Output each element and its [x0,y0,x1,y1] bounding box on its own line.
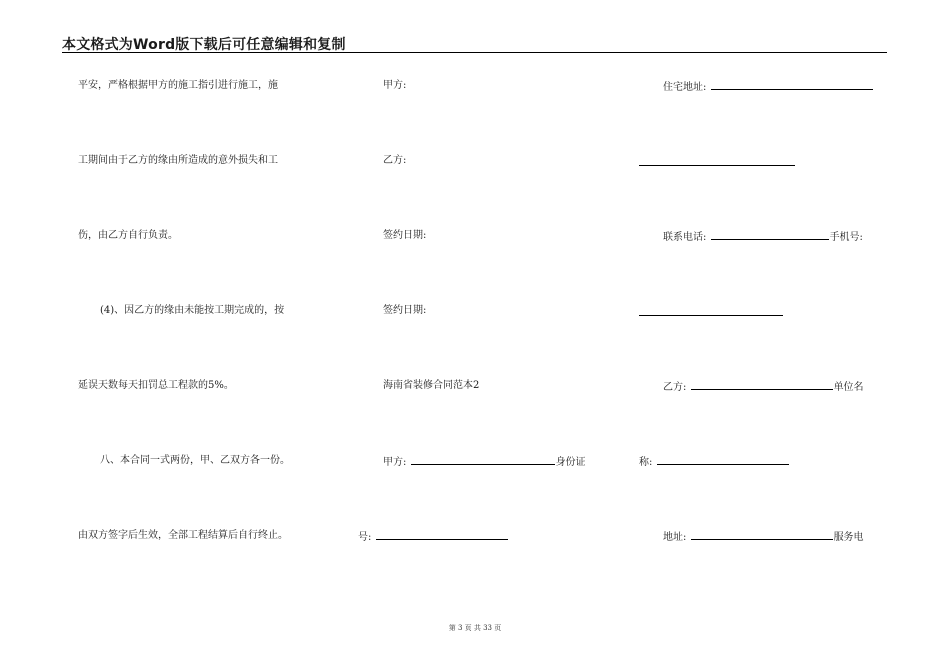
address-blank [691,530,833,540]
body-text-line: 由双方签字后生效，全部工程结算后自行终止。 [78,530,288,541]
service-phone-label: 服务电 [833,532,864,543]
body-text-line: 伤，由乙方自行负责。 [78,230,178,241]
id-number-label: 号: [358,532,372,543]
party-a-name-blank [411,455,555,465]
id-number-blank [376,530,508,540]
blank-line [639,315,783,316]
unit-name-suffix-label: 称: [639,457,653,468]
page-footer: 第 3 页 共 33 页 [448,624,502,632]
document-header-title: 本文格式为Word版下载后可任意编辑和复制 [62,37,346,53]
party-a-label: 甲方: [383,80,407,91]
body-text-line: 平安，严格根据甲方的施工指引进行施工，施 [78,80,278,91]
contact-phone-blank [711,230,829,240]
home-address-label: 住宅地址: [663,82,707,93]
header-divider [62,52,887,53]
address-label: 地址: [663,532,687,543]
party-b-unit-line [663,380,864,394]
unit-name-label: 单位名 [833,382,864,393]
address-line [663,530,864,544]
contact-phone-line [663,230,863,244]
home-address-blank [711,80,873,90]
body-text-line: (4)、因乙方的缘由未能按工期完成的，按 [100,305,285,316]
id-card-label: 身份证 [555,457,586,468]
contact-phone-label: 联系电话: [663,232,707,243]
party-a-id-line [383,455,586,469]
sign-date-label: 签约日期: [383,230,427,241]
body-text-line: 延误天数每天扣罚总工程款的5%。 [78,380,234,391]
party-b-label: 乙方: [663,382,687,393]
id-number-line [358,530,509,544]
sign-date-label: 签约日期: [383,305,427,316]
party-a-label: 甲方: [383,457,407,468]
body-text-line: 工期间由于乙方的缘由所造成的意外损失和工 [78,155,278,166]
mobile-label: 手机号: [829,232,863,243]
party-b-blank [691,380,833,390]
unit-name-blank [657,455,789,465]
party-b-label: 乙方: [383,155,407,166]
unit-name-line [639,455,790,469]
body-text-line: 八、本合同一式两份，甲、乙双方各一份。 [100,455,290,466]
blank-line [639,165,795,166]
home-address-line [663,80,874,94]
section-heading: 海南省装修合同范本2 [383,380,480,391]
